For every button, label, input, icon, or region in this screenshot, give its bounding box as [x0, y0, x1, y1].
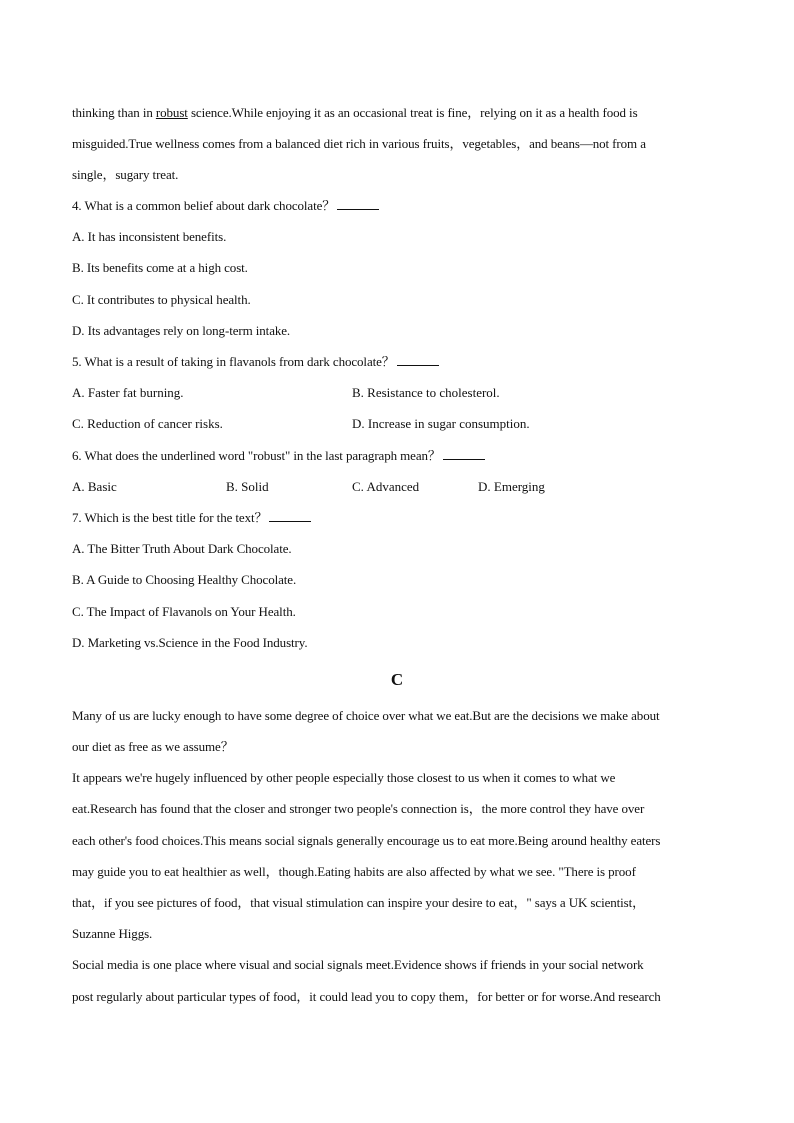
question-text: 5. What is a result of taking in flavanols from dark chocolate？ — [72, 354, 395, 369]
passage-b-line-2: misguided.True wellness comes from a balanced diet rich in various fruits，vegetables，and beans—not from a — [72, 136, 646, 151]
question-4-option-d: D. Its advantages rely on long-term intake. — [72, 323, 291, 338]
passage-b-line-1 — [72, 105, 638, 121]
question-4-stem — [72, 198, 379, 214]
question-6-stem — [72, 448, 485, 464]
question-6-option-c: C. Advanced — [352, 479, 420, 494]
question-5-option-d: D. Increase in sugar consumption. — [352, 416, 530, 431]
passage-c-line-3: It appears we're hugely influenced by other people especially those closest to us when it comes to what we — [72, 770, 616, 785]
question-6-option-a: A. Basic — [72, 479, 117, 494]
underlined-word-robust: robust — [155, 105, 188, 120]
question-7-option-d: D. Marketing vs.Science in the Food Industry. — [72, 635, 308, 650]
passage-c-line-9: Social media is one place where visual and social signals meet.Evidence shows if friends in your social network — [72, 957, 644, 972]
question-text: 6. What does the underlined word "robust" in the last paragraph mean？ — [72, 448, 441, 463]
passage-c-line-1: Many of us are lucky enough to have some degree of choice over what we eat.But are the decisions we make about — [72, 708, 660, 723]
passage-c-line-2: our diet as free as we assume？ — [72, 739, 234, 754]
section-heading: C — [390, 670, 404, 689]
question-5-stem — [72, 354, 439, 370]
question-5-option-c: C. Reduction of cancer risks. — [72, 416, 223, 431]
question-7-option-c: C. The Impact of Flavanols on Your Health. — [72, 604, 296, 619]
passage-c-line-5: each other's food choices.This means social signals generally encourage us to eat more.Being around healthy eaters — [72, 833, 661, 848]
question-4-option-b: B. Its benefits come at a high cost. — [72, 260, 248, 275]
question-text: 7. Which is the best title for the text？ — [72, 510, 268, 525]
question-7-option-b: B. A Guide to Choosing Healthy Chocolate. — [72, 572, 297, 587]
question-4-option-a: A. It has inconsistent benefits. — [72, 229, 227, 244]
text-run: thinking than in — [72, 105, 156, 120]
passage-b-line-3: single，sugary treat. — [72, 167, 179, 182]
passage-c-line-7: that，if you see pictures of food，that visual stimulation can inspire your desire to eat，" says a UK scientist， — [72, 895, 646, 910]
question-7-stem — [72, 510, 311, 526]
answer-blank[interactable] — [269, 510, 311, 522]
question-5-option-b: B. Resistance to cholesterol. — [352, 385, 500, 400]
question-4-option-c: C. It contributes to physical health. — [72, 292, 251, 307]
question-5-option-a: A. Faster fat burning. — [72, 385, 184, 400]
passage-c-line-6: may guide you to eat healthier as well，though.Eating habits are also affected by what we see. "There is proof — [72, 864, 636, 879]
question-text: 4. What is a common belief about dark chocolate？ — [72, 198, 336, 213]
passage-c-line-10: post regularly about particular types of food，it could lead you to copy them，for better or for worse.And research — [72, 989, 661, 1004]
answer-blank[interactable] — [443, 448, 485, 460]
question-6-option-b: B. Solid — [226, 479, 269, 494]
text-run: science.While enjoying it as an occasional treat is fine，relying on it as a health food is — [187, 105, 638, 120]
question-6-option-d: D. Emerging — [478, 479, 545, 494]
answer-blank[interactable] — [397, 354, 439, 366]
question-7-option-a: A. The Bitter Truth About Dark Chocolate. — [72, 541, 292, 556]
answer-blank[interactable] — [337, 198, 379, 210]
passage-c-line-8: Suzanne Higgs. — [72, 926, 153, 941]
passage-c-line-4: eat.Research has found that the closer and stronger two people's connection is，the more control they have over — [72, 801, 645, 816]
